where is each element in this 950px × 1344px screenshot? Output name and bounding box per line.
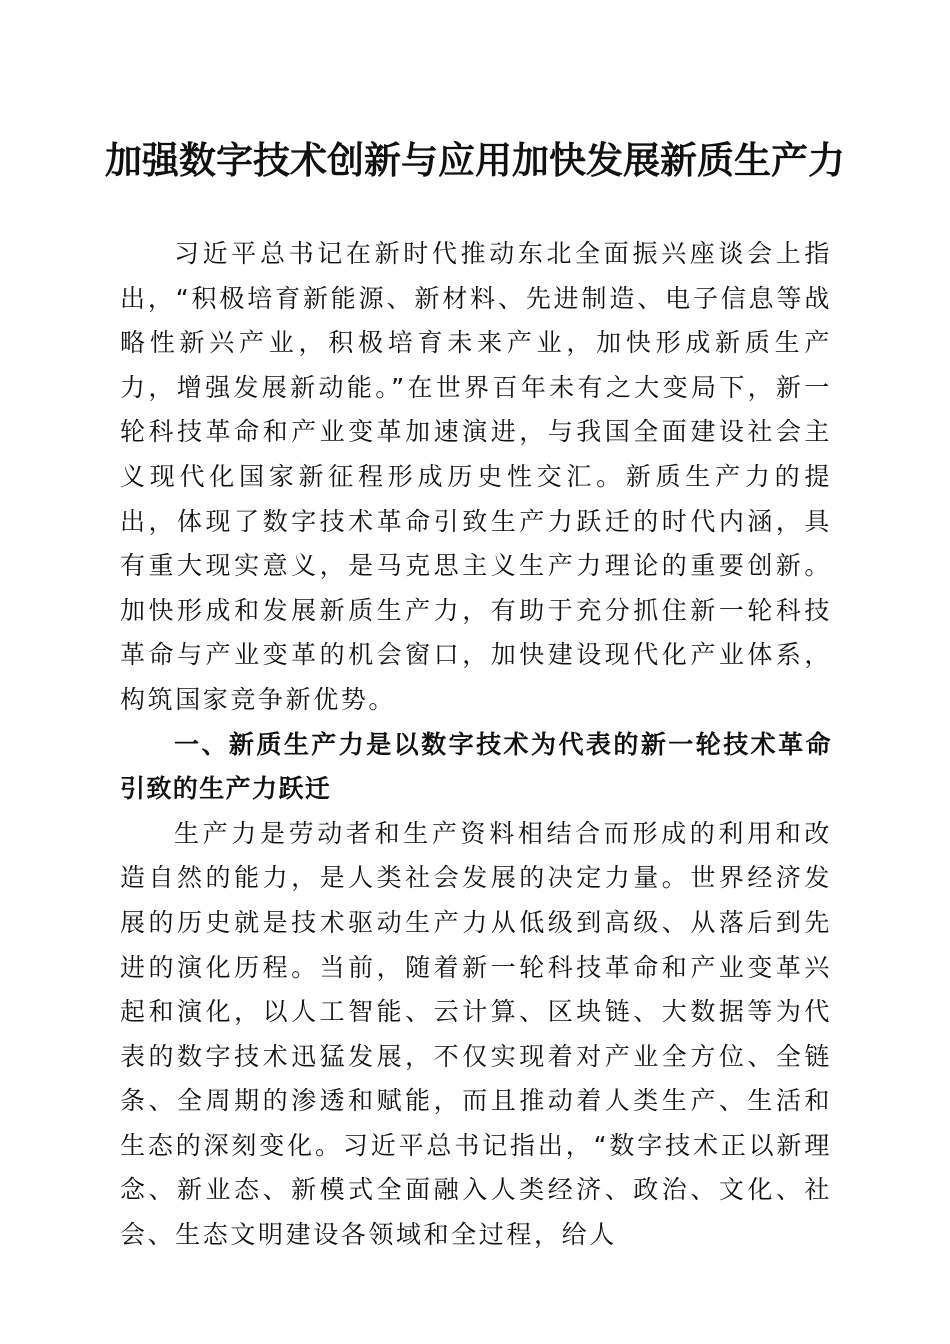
intro-paragraph: 习近平总书记在新时代推动东北全面振兴座谈会上指出，“积极培育新能源、新材料、先进制造、电子信息等战略性新兴产业，积极培育未来产业，加快形成新质生产力，增强发展新动能。”在世界百年未有之大变局下，新一轮科技革命和产业变革加速演进，与我国全面建设社会主义现代化国家新征程形成历史性交汇。新质生产力的提出，体现了数字技术革命引致生产力跃迁的时代内涵，具有重大现实意义，是马克思主义生产力理论的重要创新。加快形成和发展新质生产力，有助于充分抓住新一轮科技革命与产业变革的机会窗口，加快建设现代化产业体系，构筑国家竞争新优势。	[120, 239, 832, 714]
section-heading-1: 一、新质生产力是以数字技术为代表的新一轮技术革命引致的生产力跃迁	[120, 729, 832, 804]
section-1-paragraph: 生产力是劳动者和生产资料相结合而形成的利用和改造自然的能力，是人类社会发展的决定力量。世界经济发展的历史就是技术驱动生产力从低级到高级、从落后到先进的演化历程。当前，随着新一轮科技革命和产业变革兴起和演化，以人工智能、云计算、区块链、大数据等为代表的数字技术迅猛发展，不仅实现着对产业全方位、全链条、全周期的渗透和赋能，而且推动着人类生产、生活和生态的深刻变化。习近平总书记指出，“数字技术正以新理念、新业态、新模式全面融入人类经济、政治、文化、社会、生态文明建设各领域和全过程，给人	[120, 818, 832, 1250]
document-body	[120, 232, 832, 1258]
document-title: 加强数字技术创新与应用加快发展新质生产力	[105, 138, 845, 182]
